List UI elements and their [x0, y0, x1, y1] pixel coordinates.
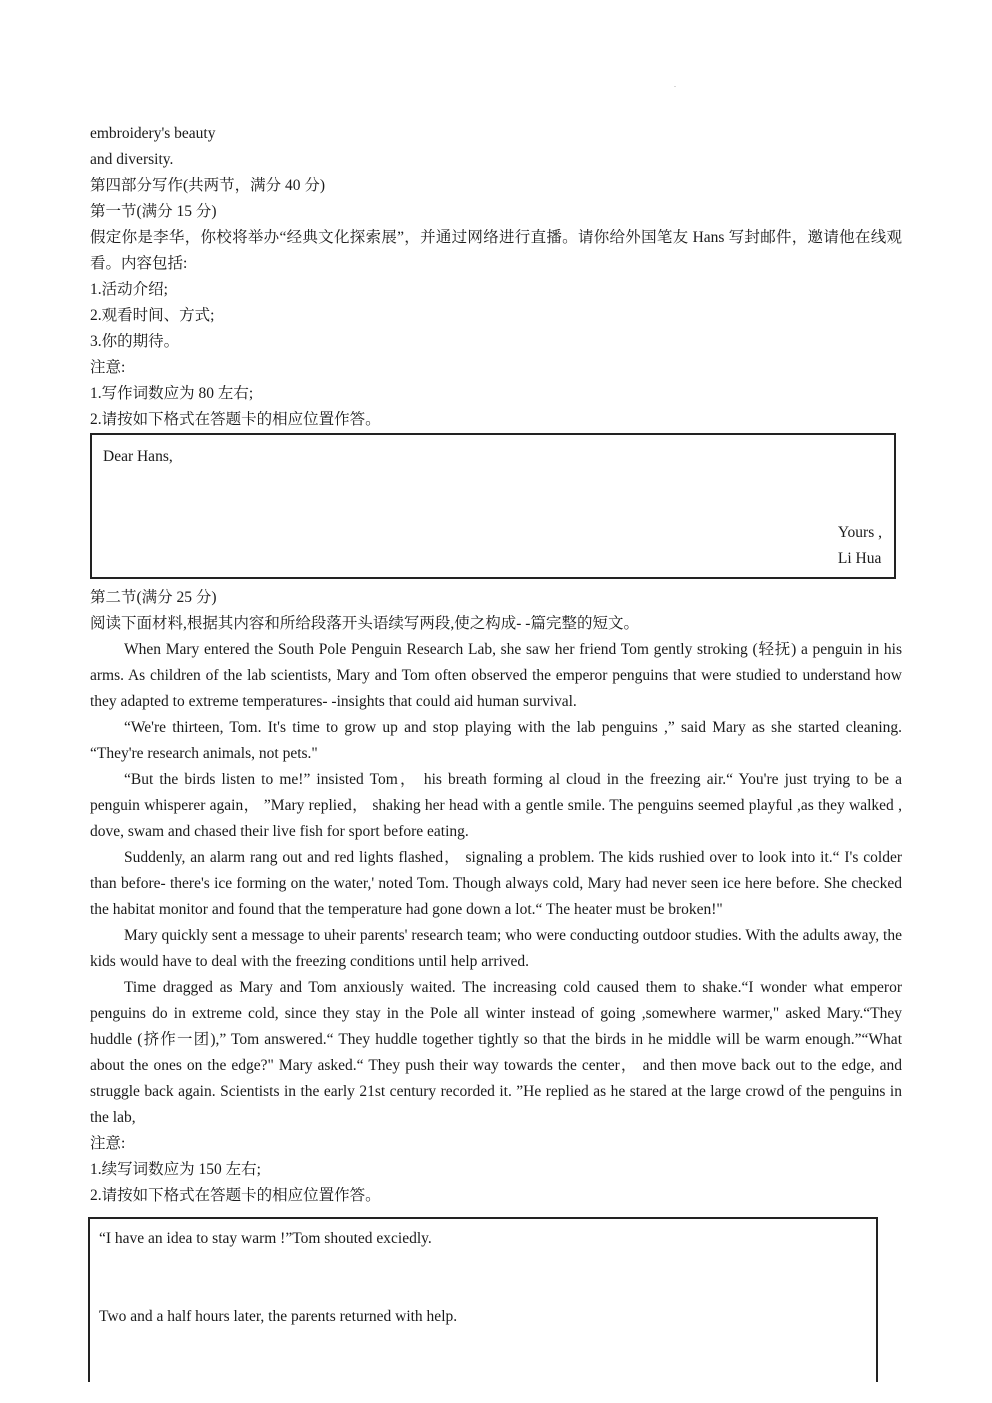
section2-note-label: 注意: — [90, 1135, 126, 1152]
section2-instruction: 阅读下面材料,根据其内容和所给段落开头语续写两段,使之构成- -篇完整的短文。 — [90, 615, 639, 632]
section1-note: 1.写作词数应为 80 左右; — [90, 385, 254, 402]
paragraph-starter-2: Two and a half hours later, the parents returned with help. — [99, 1308, 458, 1325]
section1-item: 2.观看时间、方式; — [90, 307, 215, 324]
carry-over-line-1: embroidery's beauty — [90, 125, 216, 142]
section1-item: 3.你的期待。 — [90, 333, 180, 350]
letter-greeting: Dear Hans, — [103, 448, 173, 465]
section2-note: 2.请按如下格式在答题卡的相应位置作答。 — [90, 1187, 381, 1204]
story-paragraph: Time dragged as Mary and Tom anxiously waited. The increasing cold caused them to shake.“I wonder what emperor penguins do in extreme cold, since they stay in the Pole all winter instead of going ,somewhere warmer," asked Mary.“They huddle (挤作一团),” Tom answered.“ They huddle together tightly so that the birds in he middle will be warm enough.”“What about the ones on the edge?" Mary asked.“ They push their way towards the center， and then move back out to the edge, and struggle back again. Scientists in the early 21st century recorded it. ”He replied as he stared at the large crowd of the penguins in the lab, — [90, 979, 902, 1126]
continuation-answer-box — [88, 1217, 878, 1382]
story-paragraph: Mary quickly sent a message to uheir parents' research team; who were conducting outdoor studies. With the adults away, the kids would have to deal with the freezing conditions until help arrived. — [90, 927, 902, 970]
section1-item: 1.活动介绍; — [90, 281, 168, 298]
story-paragraph: “We're thirteen, Tom. It's time to grow up and stop playing with the lab penguins ,” said Mary as she started cleaning. “They're research animals, not pets." — [90, 719, 902, 762]
section1-note: 2.请按如下格式在答题卡的相应位置作答。 — [90, 411, 381, 428]
letter-signature: Li Hua — [837, 550, 882, 567]
section2-title: 第二节(满分 25 分) — [90, 589, 217, 606]
story-paragraph: When Mary entered the South Pole Penguin Research Lab, she saw her friend Tom gently stroking (轻抚) a penguin in his arms. As children of the lab scientists, Mary and Tom often observed the emperor penguins that were studied to understand how they adapted to extreme temperatures- -insights that could aid human survival. — [90, 641, 902, 710]
letter-signoff — [838, 520, 882, 572]
story-paragraph: “But the birds listen to me!” insisted Tom， his breath forming al cloud in the freezing air.“ You're just trying to be a penguin whisperer again， ”Mary replied， shaking her head with a gentle smile. The penguins seemed playful ,as they walked , dove, swam and chased their live fish for sport before eating. — [90, 771, 902, 840]
header-mark: . — [674, 80, 676, 89]
story-paragraph: Suddenly, an alarm rang out and red lights flashed， signaling a problem. The kids rushied over to look into it.“ I's colder than before- there's ice forming on the water,' noted Tom. Though always cold, Mary had never seen ice here before. She checked the habitat monitor and found that the temperature had gone down a lot.“ The heater must be broken!" — [90, 849, 902, 918]
section2-note: 1.续写词数应为 150 左右; — [90, 1161, 261, 1178]
section1-title: 第一节(满分 15 分) — [90, 203, 217, 220]
exam-page — [90, 121, 902, 1382]
letter-closing: Yours , — [837, 524, 882, 541]
section1-note-label: 注意: — [90, 359, 126, 376]
letter-answer-box — [90, 433, 896, 579]
part4-title: 第四部分写作(共两节，满分 40 分) — [90, 177, 326, 194]
carry-over-line-2: and diversity. — [90, 151, 174, 168]
paragraph-starter-1: “I have an idea to stay warm !”Tom shouted exciedly. — [99, 1230, 432, 1247]
section1-prompt: 假定你是李华，你校将举办“经典文化探索展”，并通过网络进行直播。请你给外国笔友 Hans 写封邮件，邀请他在线观看。内容包括: — [90, 229, 902, 272]
